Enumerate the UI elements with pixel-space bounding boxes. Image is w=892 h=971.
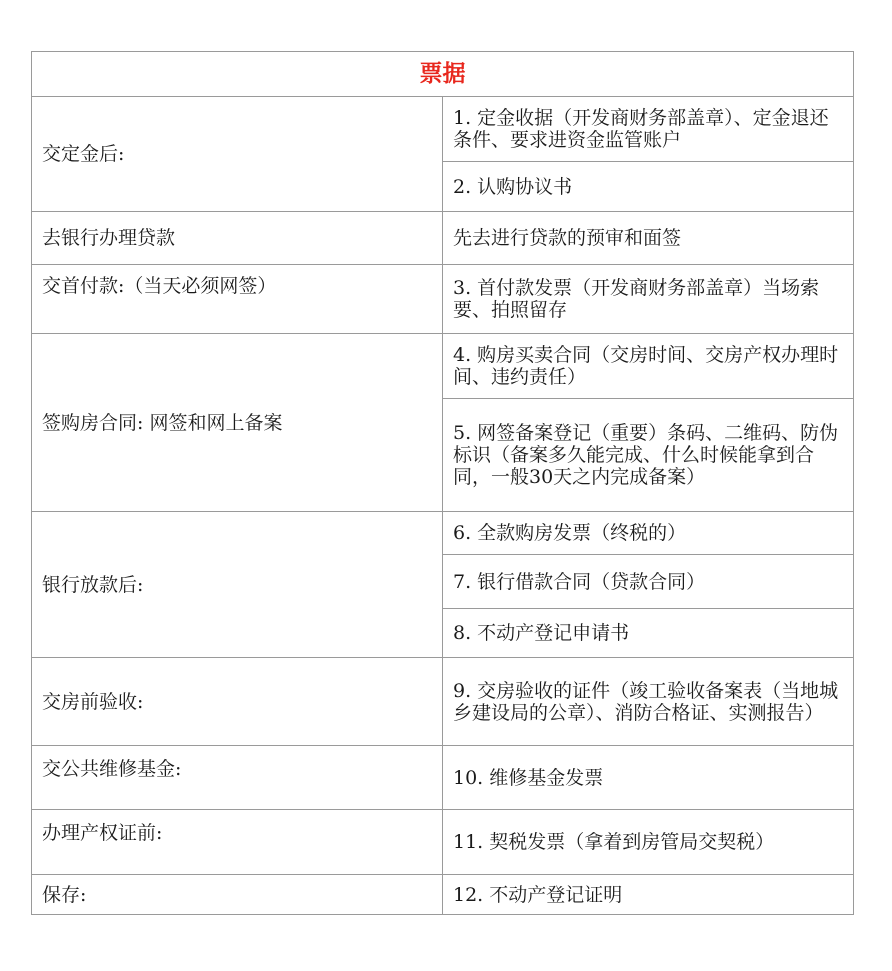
bill-cell [443, 609, 854, 658]
bill-cell [443, 746, 854, 810]
title-row [32, 52, 854, 97]
stage-label: 保存: [42, 883, 87, 906]
bill-cell [443, 162, 854, 212]
stage-cell [32, 658, 443, 746]
stage-label: 办理产权证前: [42, 822, 163, 844]
table-row [32, 97, 854, 162]
bill-cell [443, 334, 854, 399]
stage-cell [32, 512, 443, 658]
stage-cell [32, 212, 443, 265]
stage-cell [32, 746, 443, 810]
bill-item: 1. 定金收据（开发商财务部盖章）、定金退还条件、要求进资金监管账户 [453, 107, 829, 151]
bill-cell [443, 212, 854, 265]
table-row [32, 334, 854, 399]
bill-cell [443, 265, 854, 334]
bill-item: 8. 不动产登记申请书 [453, 622, 630, 644]
stage-label: 交公共维修基金: [42, 758, 182, 780]
stage-label: 签购房合同: 网签和网上备案 [42, 411, 283, 434]
table-row [32, 746, 854, 810]
bill-item: 10. 维修基金发票 [453, 766, 604, 789]
stage-cell [32, 810, 443, 875]
bill-item: 2. 认购协议书 [453, 175, 573, 198]
stage-label: 去银行办理贷款 [42, 227, 176, 249]
table-row [32, 658, 854, 746]
bill-item: 11. 契税发票（拿着到房管局交契税） [453, 831, 775, 853]
table-row [32, 265, 854, 334]
bill-cell [443, 555, 854, 609]
table-row [32, 875, 854, 915]
stage-cell [32, 97, 443, 212]
stage-label: 交首付款:（当天必须网签） [42, 275, 277, 297]
table-row [32, 512, 854, 555]
bill-item: 12. 不动产登记证明 [453, 883, 623, 906]
bill-item: 6. 全款购房发票（终税的） [453, 522, 687, 544]
bill-item: 先去进行贷款的预审和面签 [453, 227, 682, 249]
bill-cell [443, 658, 854, 746]
bill-item: 7. 银行借款合同（贷款合同） [453, 570, 706, 593]
stage-cell [32, 875, 443, 915]
table-row [32, 212, 854, 265]
stage-label: 交定金后: [42, 143, 125, 165]
bill-cell [443, 512, 854, 555]
stage-cell [32, 265, 443, 334]
table-title: 票据 [32, 52, 854, 97]
table-row [32, 810, 854, 875]
stage-cell [32, 334, 443, 512]
bill-item: 3. 首付款发票（开发商财务部盖章）当场索要、拍照留存 [453, 277, 820, 321]
bill-item: 9. 交房验收的证件（竣工验收备案表（当地城乡建设局的公章）、消防合格证、实测报告） [453, 679, 839, 724]
bills-table [31, 51, 854, 915]
stage-label: 银行放款后: [42, 573, 144, 596]
bill-item: 5. 网签备案登记（重要）条码、二维码、防伪标识（备案多久能完成、什么时候能拿到合同，一般30天之内完成备案） [453, 422, 839, 488]
bill-cell [443, 97, 854, 162]
bill-item: 4. 购房买卖合同（交房时间、交房产权办理时间、违约责任） [453, 344, 839, 388]
stage-label: 交房前验收: [42, 690, 144, 713]
bill-cell [443, 810, 854, 875]
bill-cell [443, 875, 854, 915]
bill-cell [443, 399, 854, 512]
